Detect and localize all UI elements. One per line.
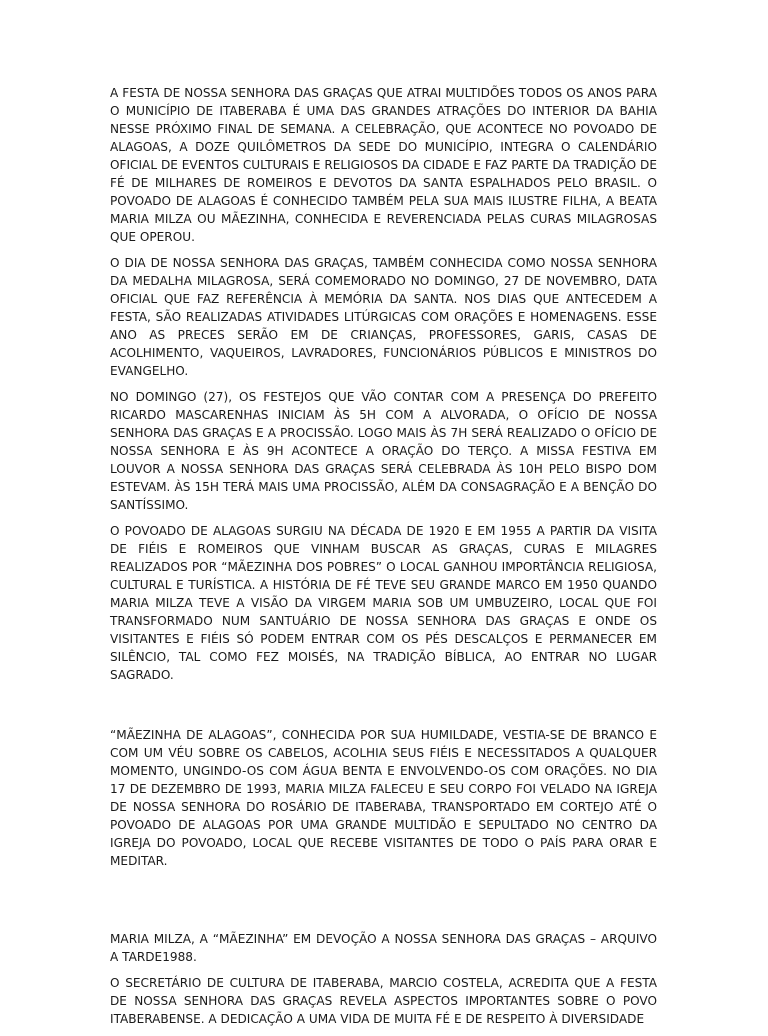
blank-space (110, 692, 657, 726)
paragraph-secretario: O SECRETÁRIO DE CULTURA DE ITABERABA, MARCIO COSTELA, ACREDITA QUE A FESTA DE NOSSA SENHORA DAS GRAÇAS REVELA ASPECTOS IMPORTANTES SOBRE O POVO ITABERABENSE. A DEDICAÇÃO A UMA VIDA DE MUITA FÉ E DE RESPEITO À DIVERSIDADE (110, 976, 657, 1026)
document-page (110, 84, 657, 1036)
paragraph-domingo: NO DOMINGO (27), OS FESTEJOS QUE VÃO CONTAR COM A PRESENÇA DO PREFEITO RICARDO MASCARENHAS INICIAM ÀS 5H COM A ALVORADA, O OFÍCIO DE NOSSA SENHORA DAS GRAÇAS E A PROCISSÃO. LOGO MAIS ÀS 7H SERÁ REALIZADO O OFÍCIO DE NOSSA SENHORA E ÀS 9H ACONTECE A ORAÇÃO DO TERÇO. A MISSA FESTIVA EM LOUVOR A NOSSA SENHORA DAS GRAÇAS SERÁ CELEBRADA ÀS 10H PELO BISPO DOM ESTEVAM. ÀS 15H TERÁ MAIS UMA PROCISSÃO, ALÉM DA CONSAGRAÇÃO E A BENÇÃO DO SANTÍSSIMO. (110, 390, 657, 512)
paragraph-maezinha: “MÃEZINHA DE ALAGOAS”, CONHECIDA POR SUA HUMILDADE, VESTIA-SE DE BRANCO E COM UM VÉU SOBRE OS CABELOS, ACOLHIA SEUS FIÉIS E NECESSITADOS A QUALQUER MOMENTO, UNGINDO-OS COM ÁGUA BENTA E ENVOLVENDO-OS COM ORAÇÕES. NO DIA 17 DE DEZEMBRO DE 1993, MARIA MILZA FALECEU E SEU CORPO FOI VELADO NA IGREJA DE NOSSA SENHORA DO ROSÁRIO DE ITABERABA, TRANSPORTADO EM CORTEJO ATÉ O POVOADO DE ALAGOAS POR UMA GRANDE MULTIDÃO E SEPULTADO NO CENTRO DA IGREJA DO POVOADO, LOCAL QUE RECEBE VISITANTES DE TODO O PAÍS PARA ORAR E MEDITAR. (110, 728, 657, 868)
paragraph-festa: A FESTA DE NOSSA SENHORA DAS GRAÇAS QUE ATRAI MULTIDÕES TODOS OS ANOS PARA O MUNICÍPIO DE ITABERABA É UMA DAS GRANDES ATRAÇÕES DO INTERIOR DA BAHIA NESSE PRÓXIMO FINAL DE SEMANA. A CELEBRAÇÃO, QUE ACONTECE NO POVOADO DE ALAGOAS, A DOZE QUILÔMETROS DA SEDE DO MUNICÍPIO, INTEGRA O CALENDÁRIO OFICIAL DE EVENTOS CULTURAIS E RELIGIOSOS DA CIDADE E FAZ PARTE DA TRADIÇÃO DE FÉ DE MILHARES DE ROMEIROS E DEVOTOS DA SANTA ESPALHADOS PELO BRASIL. O POVOADO DE ALAGOAS É CONHECIDO TAMBÉM PELA SUA MAIS ILUSTRE FILHA, A BEATA MARIA MILZA OU MÃEZINHA, CONHECIDA E REVERENCIADA PELAS CURAS MILAGROSAS QUE OPEROU. (110, 86, 657, 244)
paragraph-dia-nossa-senhora: O DIA DE NOSSA SENHORA DAS GRAÇAS, TAMBÉM CONHECIDA COMO NOSSA SENHORA DA MEDALHA MILAGROSA, SERÁ COMEMORADO NO DOMINGO, 27 DE NOVEMBRO, DATA OFICIAL QUE FAZ REFERÊNCIA À MEMÓRIA DA SANTA. NOS DIAS QUE ANTECEDEM A FESTA, SÃO REALIZADAS ATIVIDADES LITÚRGICAS COM ORAÇÕES E HOMENAGENS. ESSE ANO AS PRECES SERÃO EM DE CRIANÇAS, PROFESSORES, GARIS, CASAS DE ACOLHIMENTO, VAQUEIROS, LAVRADORES, FUNCIONÁRIOS PÚBLICOS E MINISTROS DO EVANGELHO. (110, 256, 657, 378)
blank-space (110, 878, 657, 930)
paragraph-povoado-historia: O POVOADO DE ALAGOAS SURGIU NA DÉCADA DE 1920 E EM 1955 A PARTIR DA VISITA DE FIÉIS E ROMEIROS QUE VINHAM BUSCAR AS GRAÇAS, CURAS E MILAGRES REALIZADOS POR “MÃEZINHA DOS POBRES” O LOCAL GANHOU IMPORTÂNCIA RELIGIOSA, CULTURAL E TURÍSTICA. A HISTÓRIA DE FÉ TEVE SEU GRANDE MARCO EM 1950 QUANDO MARIA MILZA TEVE A VISÃO DA VIRGEM MARIA SOB UM UMBUZEIRO, LOCAL QUE FOI TRANSFORMADO NUM SANTUÁRIO DE NOSSA SENHORA DAS GRAÇAS E ONDE OS VISITANTES E FIÉIS SÓ PODEM ENTRAR COM OS PÉS DESCALÇOS E PERMANECER EM SILÊNCIO, TAL COMO FEZ MOISÉS, NA TRADIÇÃO BÍBLICA, AO ENTRAR NO LUGAR SAGRADO. (110, 524, 657, 682)
photo-caption: MARIA MILZA, A “MÃEZINHA” EM DEVOÇÃO A NOSSA SENHORA DAS GRAÇAS – ARQUIVO A TARDE1988. (110, 932, 657, 964)
